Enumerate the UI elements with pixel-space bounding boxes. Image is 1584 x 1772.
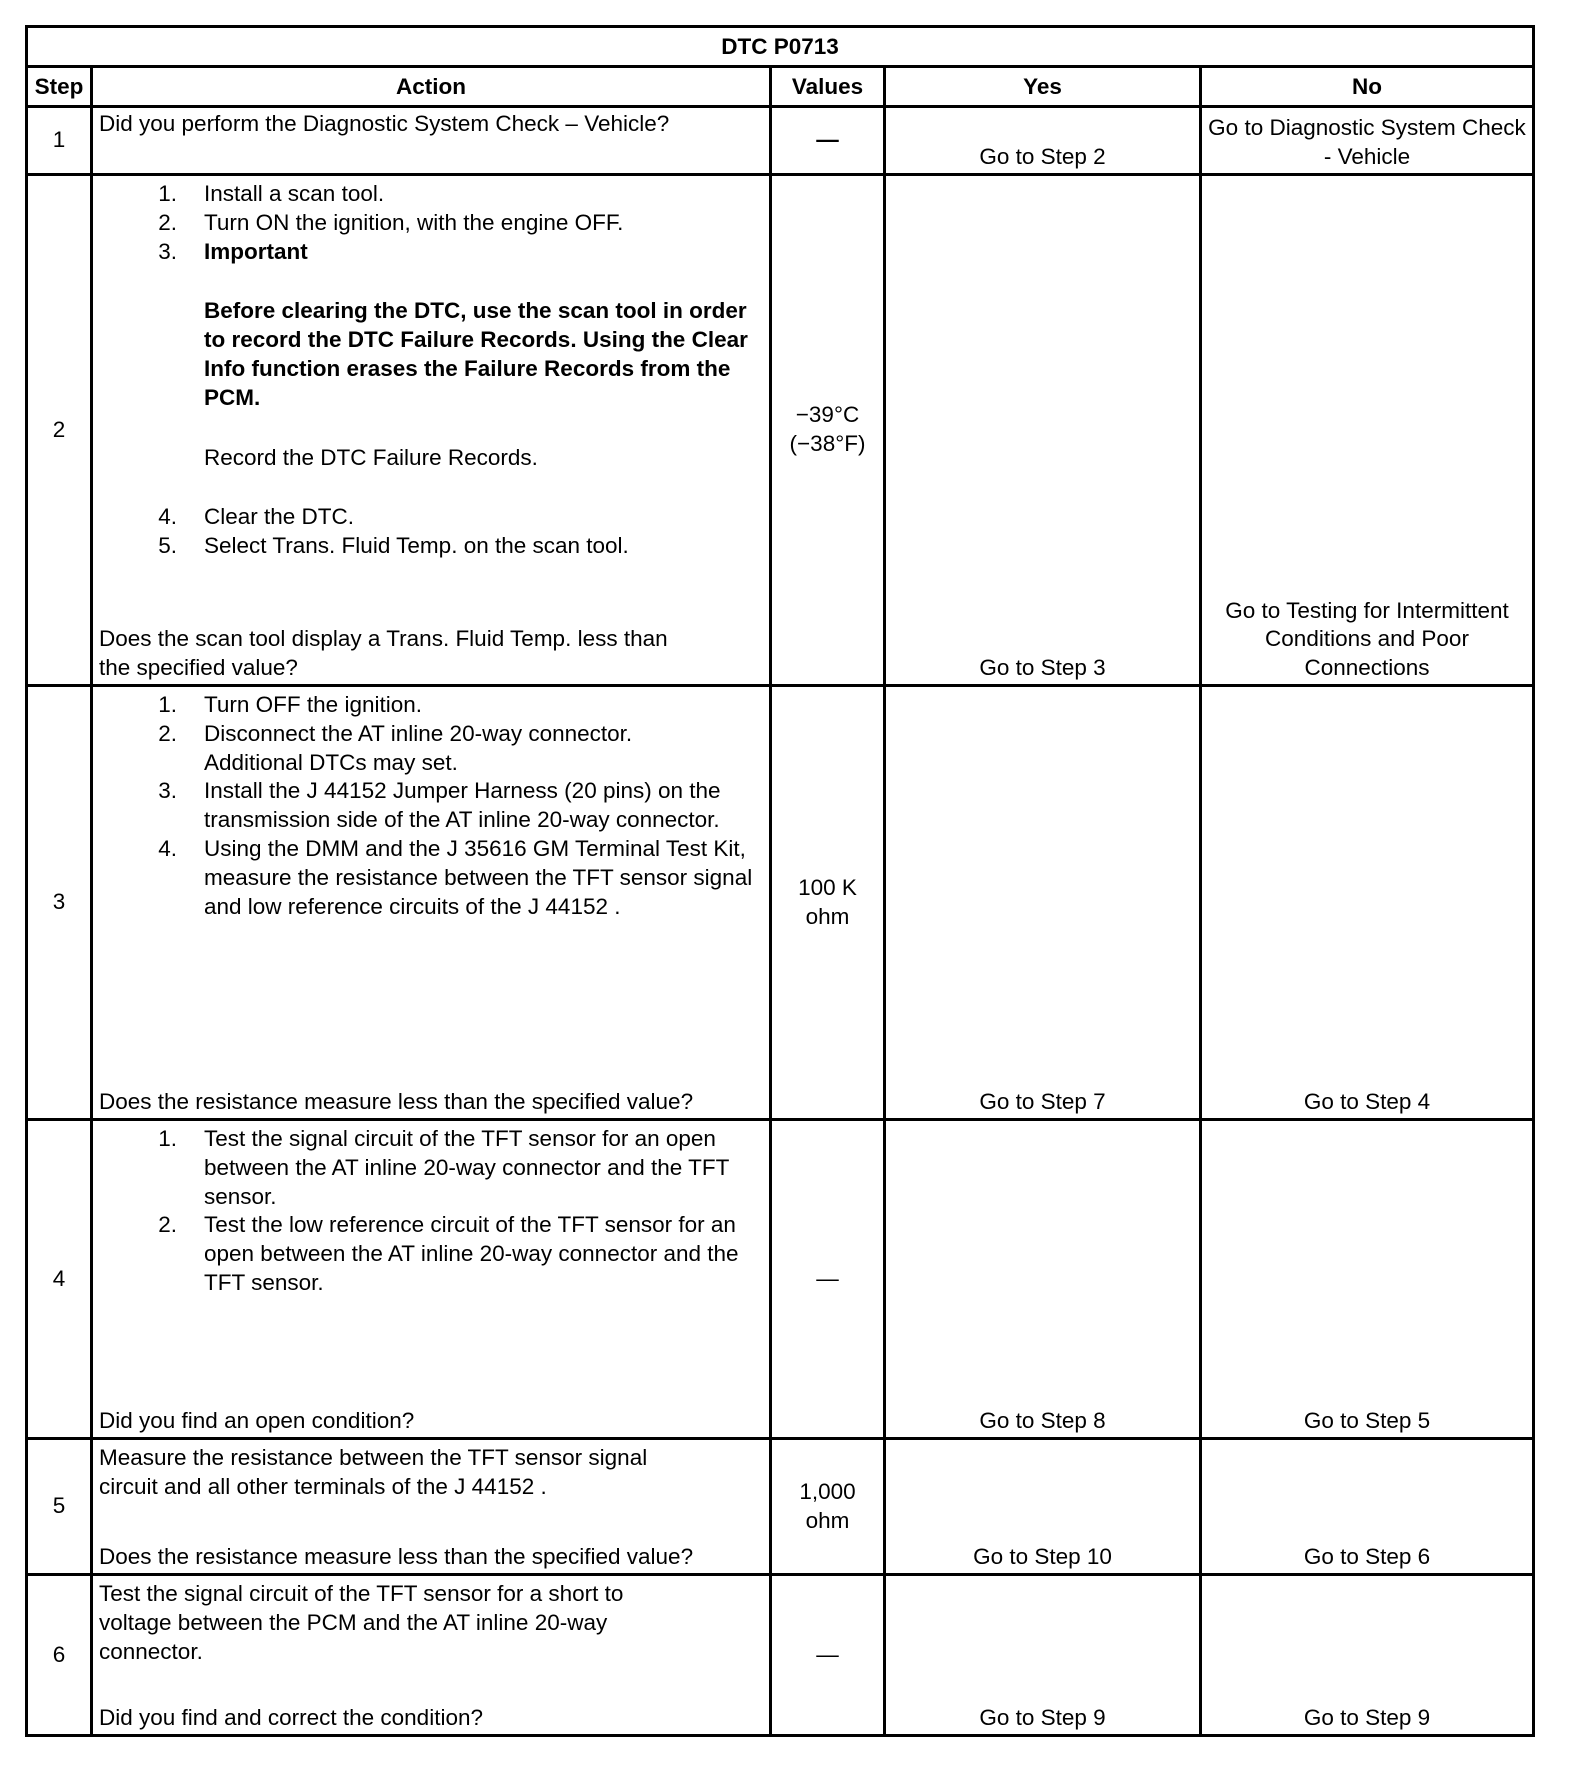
step-number: 6 — [28, 1576, 93, 1734]
step-number: 1 — [28, 108, 93, 176]
step-number: 5 — [28, 1440, 93, 1576]
action-question: Did you perform the Diagnostic System Check – Vehicle? — [99, 111, 670, 136]
action-steps — [99, 1125, 763, 1298]
yes-cell: Go to Step 2 — [886, 108, 1202, 176]
action-text: Test the signal circuit of the TFT sensor for a short to voltage between the PCM and the AT inline 20-way connector. — [99, 1581, 624, 1664]
action-question: Does the resistance measure less than the specified value? — [99, 1544, 694, 1570]
no-cell: Go to Step 5 — [1202, 1121, 1532, 1440]
header-yes: Yes — [886, 68, 1202, 108]
action-cell — [93, 1121, 772, 1440]
list-item: 4. Clear the DTC. — [158, 504, 355, 530]
value-cell: −39°C (−38°F) — [772, 176, 886, 687]
action-cell — [93, 1440, 772, 1576]
table-title: DTC P0713 — [28, 28, 1532, 68]
header-step: Step — [28, 68, 93, 108]
no-cell: Go to Step 6 — [1202, 1440, 1532, 1576]
list-item: 1. Install a scan tool. — [158, 181, 385, 206]
value-cell: — — [772, 108, 886, 176]
list-item: 3. Install the J 44152 Jumper Harness (20 pins) on the transmission side of the AT inline 20-way connector. — [158, 778, 721, 833]
list-item: 5. Select Trans. Fluid Temp. on the scan tool. — [158, 533, 629, 559]
record-note: Record the DTC Failure Records. — [204, 444, 538, 470]
value-cell: — — [772, 1576, 886, 1734]
no-cell: Go to Step 9 — [1303, 1705, 1431, 1731]
action-steps — [99, 180, 763, 561]
value-cell: — — [772, 1121, 886, 1440]
no-cell: Go to Diagnostic System Check - Vehicle — [1202, 108, 1532, 176]
action-cell — [93, 1576, 772, 1734]
yes-cell: Go to Step 8 — [886, 1121, 1202, 1440]
list-item: 2. Disconnect the AT inline 20-way connector. Additional DTCs may set. — [158, 720, 633, 775]
action-question: Does the resistance measure less than the specified value? — [99, 1089, 694, 1115]
list-item: 4. Using the DMM and the J 35616 GM Terminal Test Kit, measure the resistance between the TFT sensor signal and low reference circuits of the J 44152 . — [158, 835, 753, 919]
action-steps — [99, 691, 763, 921]
step-number: 4 — [28, 1121, 93, 1440]
action-question: Did you find and correct the condition? — [99, 1705, 483, 1731]
value-cell: 1,000 ohm — [772, 1440, 886, 1576]
yes-cell: Go to Step 10 — [886, 1440, 1202, 1576]
value-cell: 100 K ohm — [772, 687, 886, 1121]
action-question: Did you find an open condition? — [99, 1408, 415, 1434]
action-cell — [93, 176, 772, 687]
action-cell — [93, 687, 772, 1121]
header-no: No — [1202, 68, 1532, 108]
dtc-table — [25, 25, 1535, 1737]
yes-cell: Go to Step 7 — [886, 687, 1202, 1121]
header-action: Action — [93, 68, 772, 108]
yes-cell: Go to Step 9 — [886, 1576, 1202, 1734]
no-cell: Go to Step 4 — [1202, 687, 1532, 1121]
header-values: Values — [772, 68, 886, 108]
step-number: 3 — [28, 687, 93, 1121]
important-note: Before clearing the DTC, use the scan tool in order to record the DTC Failure Records. Using the Clear Info function erases the Failure Records from the PCM. — [204, 298, 748, 410]
yes-cell: Go to Step 3 — [886, 176, 1202, 687]
list-item: 1. Test the signal circuit of the TFT sensor for an open between the AT inline 20-way connector and the TFT sensor. — [158, 1126, 729, 1209]
action-question: Does the scan tool display a Trans. Fluid Temp. less than the specified value? — [99, 626, 668, 681]
step-number: 2 — [28, 176, 93, 687]
no-cell: Go to Testing for Intermittent Conditions and Poor Connections — [1202, 176, 1532, 687]
list-item: 2. Turn ON the ignition, with the engine OFF. — [158, 209, 624, 235]
action-cell — [93, 108, 772, 176]
action-text: Measure the resistance between the TFT sensor signal circuit and all other terminals of the J 44152 . — [99, 1445, 648, 1499]
list-item: 1. Turn OFF the ignition. — [158, 692, 423, 717]
list-item: 3. Important — [158, 238, 308, 264]
list-item: 2. Test the low reference circuit of the TFT sensor for an open between the AT inline 20-way connector and the TFT sensor. — [158, 1212, 739, 1295]
